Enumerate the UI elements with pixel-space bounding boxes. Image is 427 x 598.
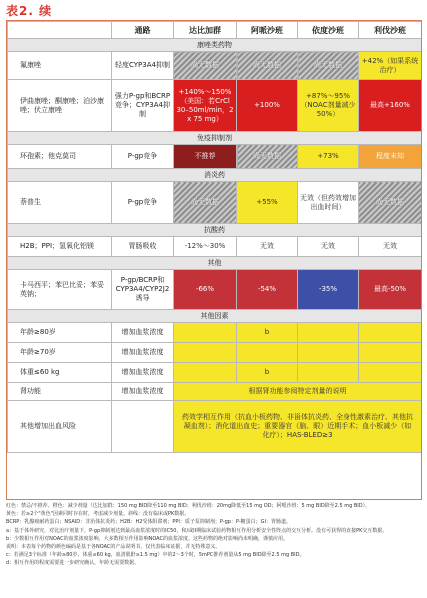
category-label: 康唑类药物	[8, 39, 422, 52]
interaction-effect-cell	[298, 323, 359, 343]
drug-name-cell: H2B；PPI；氢氧化铝镁	[8, 237, 112, 257]
drug-name-cell: 体重≤60 kg	[8, 363, 112, 383]
interaction-effect-cell: -35%	[298, 270, 359, 310]
header-cell-drug	[8, 22, 112, 39]
interaction-effect-cell: 无效（但药效增加出血时间）	[298, 182, 359, 224]
table-row	[8, 237, 422, 257]
interaction-effect-cell: +100%	[237, 80, 298, 132]
pathway-cell: 增加血浆浓度	[112, 343, 174, 363]
category-label: 免疫抑制剂	[8, 132, 422, 145]
table-row	[8, 182, 422, 224]
interaction-effect-cell: +87%～95%（NOAC剂量减少50%）	[298, 80, 359, 132]
interaction-effect-cell: 尚无数据	[298, 52, 359, 80]
category-label: 消炎药	[8, 169, 422, 182]
interaction-effect-cell: -12%～30%	[174, 237, 237, 257]
pathway-cell: 轻度CYP3A4抑制	[112, 52, 174, 80]
interaction-effect-cell	[237, 343, 298, 363]
category-label: 其他	[8, 257, 422, 270]
pathway-cell: 增加血浆浓度	[112, 363, 174, 383]
interaction-effect-cell: 尚无数据	[359, 182, 422, 224]
drug-name-cell: 环孢素；他克莫司	[8, 145, 112, 169]
table-row	[8, 383, 422, 401]
table-row	[8, 270, 422, 310]
table-row	[8, 401, 422, 453]
interaction-effect-cell: 尚无数据	[237, 52, 298, 80]
footnote-line: d：相互作用的程度需要进一步研究确认，年龄无需要数据。	[6, 560, 140, 567]
drug-name-cell: 卡马西平；苯巴比妥；苯妥英钠；	[8, 270, 112, 310]
interaction-effect-cell: 无效	[298, 237, 359, 257]
header-cell-edoxaban: 依度沙班	[298, 22, 359, 39]
pathway-cell: P-gp竞争	[112, 182, 174, 224]
table-row	[8, 80, 422, 132]
interaction-effect-cell	[298, 343, 359, 363]
interaction-effect-cell: 最高+160%	[359, 80, 422, 132]
table-body	[8, 39, 422, 453]
footnote-line: BCRP：乳腺癌耐药蛋白；NSAID：非甾体抗炎药；H2B：H2受体阻滞剂；PPI：质子泵抑制剂；P-gp：P-糖蛋白；GI：胃肠道。	[6, 519, 292, 526]
category-row	[8, 132, 422, 145]
interaction-table-frame	[6, 20, 422, 500]
spanning-note-cell: 药效学相互作用（抗血小板药物、非甾体抗炎药、全身性激素治疗、其他抗凝血剂）；消化道出血史；重要器官（脑、眼）近期手术；血小板减少（如 化疗）；HAS-BLED≥3	[174, 401, 422, 453]
interaction-effect-cell	[359, 363, 422, 383]
drug-name-cell: 其他增加出血风险	[8, 401, 112, 453]
interaction-effect-cell	[359, 343, 422, 363]
category-label: 其他因素	[8, 310, 422, 323]
drug-name-cell: 萘普生	[8, 182, 112, 224]
pathway-cell	[112, 401, 174, 453]
header-cell-dabigatran: 达比加群	[174, 22, 237, 39]
interaction-effect-cell: +55%	[237, 182, 298, 224]
footnote-line: a：基于体外研究，对比治疗剂量下，P-gp抑制剂达到最高血浆浓度时的IC50，和/或II期临床试验药物相互作用分析安全性终点的交互分析。没有可获得的直接PK交互数据。	[6, 527, 388, 534]
drug-name-cell: 氟康唑	[8, 52, 112, 80]
footnotes	[6, 502, 422, 596]
interaction-effect-cell: 程度未知	[359, 145, 422, 169]
interaction-effect-cell: +42%（如果系统治疗）	[359, 52, 422, 80]
table-row	[8, 52, 422, 80]
table-heading: 表2. 续	[6, 4, 53, 18]
interaction-effect-cell	[298, 363, 359, 383]
pathway-cell: 强力P-gp和BCRP竞争；CYP3A4抑制	[112, 80, 174, 132]
pathway-cell: P-gp竞争	[112, 145, 174, 169]
category-row	[8, 257, 422, 270]
interaction-effect-cell: 最高-50%	[359, 270, 422, 310]
footnote-line: 黄色：若≥2个"黄色"因素同时存在时，考虑减少剂量。斜线：没有临床或PK数据。	[6, 511, 190, 518]
category-row	[8, 224, 422, 237]
pathway-cell: 增加血浆浓度	[112, 323, 174, 343]
header-cell-rivaroxaban: 利伐沙班	[359, 22, 422, 39]
footnote-line: 红色：禁忌/不推荐。橙色：减少剂量（达比加群：150 mg BID降至110 mg BID；利伐沙班：20mg降低至15 mg OD；阿哌沙班：5 mg BID降至2.5 mg BID）。	[6, 503, 371, 509]
interaction-effect-cell: 尚无数据	[174, 182, 237, 224]
pathway-cell: P-gp/BCRP和CYP3A4/CYP2J2诱导	[112, 270, 174, 310]
footnote-line: b：少数相互作用对NOAC的血浆浓度影响，大多数相互作用影响NOAC的血浆浓度。这些药物的绝对影响尚未明确，谨慎应用。	[6, 535, 289, 542]
interaction-effect-cell: b	[237, 323, 298, 343]
table-row	[8, 145, 422, 169]
pathway-cell: 增加血浆浓度	[112, 383, 174, 401]
category-row	[8, 169, 422, 182]
interaction-effect-cell: 不推荐	[174, 145, 237, 169]
category-row	[8, 310, 422, 323]
interaction-effect-cell: b	[237, 363, 298, 383]
interaction-effect-cell: +140%～150%（美国：若CrCl 30–50ml/min，2 x 75 mg）	[174, 80, 237, 132]
drug-name-cell: 伊曲康唑；酮康唑；泊沙康唑；伏立康唑	[8, 80, 112, 132]
interaction-effect-cell: -54%	[237, 270, 298, 310]
interaction-effect-cell: 尚无数据	[237, 145, 298, 169]
header-cell-pathway: 通路	[112, 22, 174, 39]
table-row	[8, 363, 422, 383]
header-cell-apixaban: 阿哌沙班	[237, 22, 298, 39]
header-row	[8, 22, 422, 39]
drug-interaction-table	[7, 21, 422, 453]
footnote-line: 说明：本表每个药物的颜色编码是基于各NOAC的产品说明书，仅代表临床证据，并无特殊意义。	[6, 544, 221, 551]
drug-name-cell: 年龄≥70岁	[8, 343, 112, 363]
interaction-effect-cell: 无效	[359, 237, 422, 257]
footnote-line: c：若满足3个标准（年龄≥80岁，体重≤60 kg，血清肌酐≥1.5 mg）中的2～3个时，5mPC推荐剂量从5 mg BID降至2.5 mg BID。	[6, 552, 305, 559]
interaction-effect-cell	[174, 343, 237, 363]
spanning-note-cell: 根据肾功能参阅特定剂量的说明	[174, 383, 422, 401]
interaction-effect-cell	[174, 323, 237, 343]
table-row	[8, 343, 422, 363]
interaction-effect-cell: 尚无数据	[174, 52, 237, 80]
pathway-cell: 胃肠吸收	[112, 237, 174, 257]
drug-name-cell: 肾功能	[8, 383, 112, 401]
table-row	[8, 323, 422, 343]
drug-name-cell: 年龄≥80岁	[8, 323, 112, 343]
category-label: 抗酸药	[8, 224, 422, 237]
interaction-effect-cell	[359, 323, 422, 343]
category-row	[8, 39, 422, 52]
interaction-effect-cell: 无效	[237, 237, 298, 257]
interaction-effect-cell: -66%	[174, 270, 237, 310]
interaction-effect-cell	[174, 363, 237, 383]
interaction-effect-cell: +73%	[298, 145, 359, 169]
